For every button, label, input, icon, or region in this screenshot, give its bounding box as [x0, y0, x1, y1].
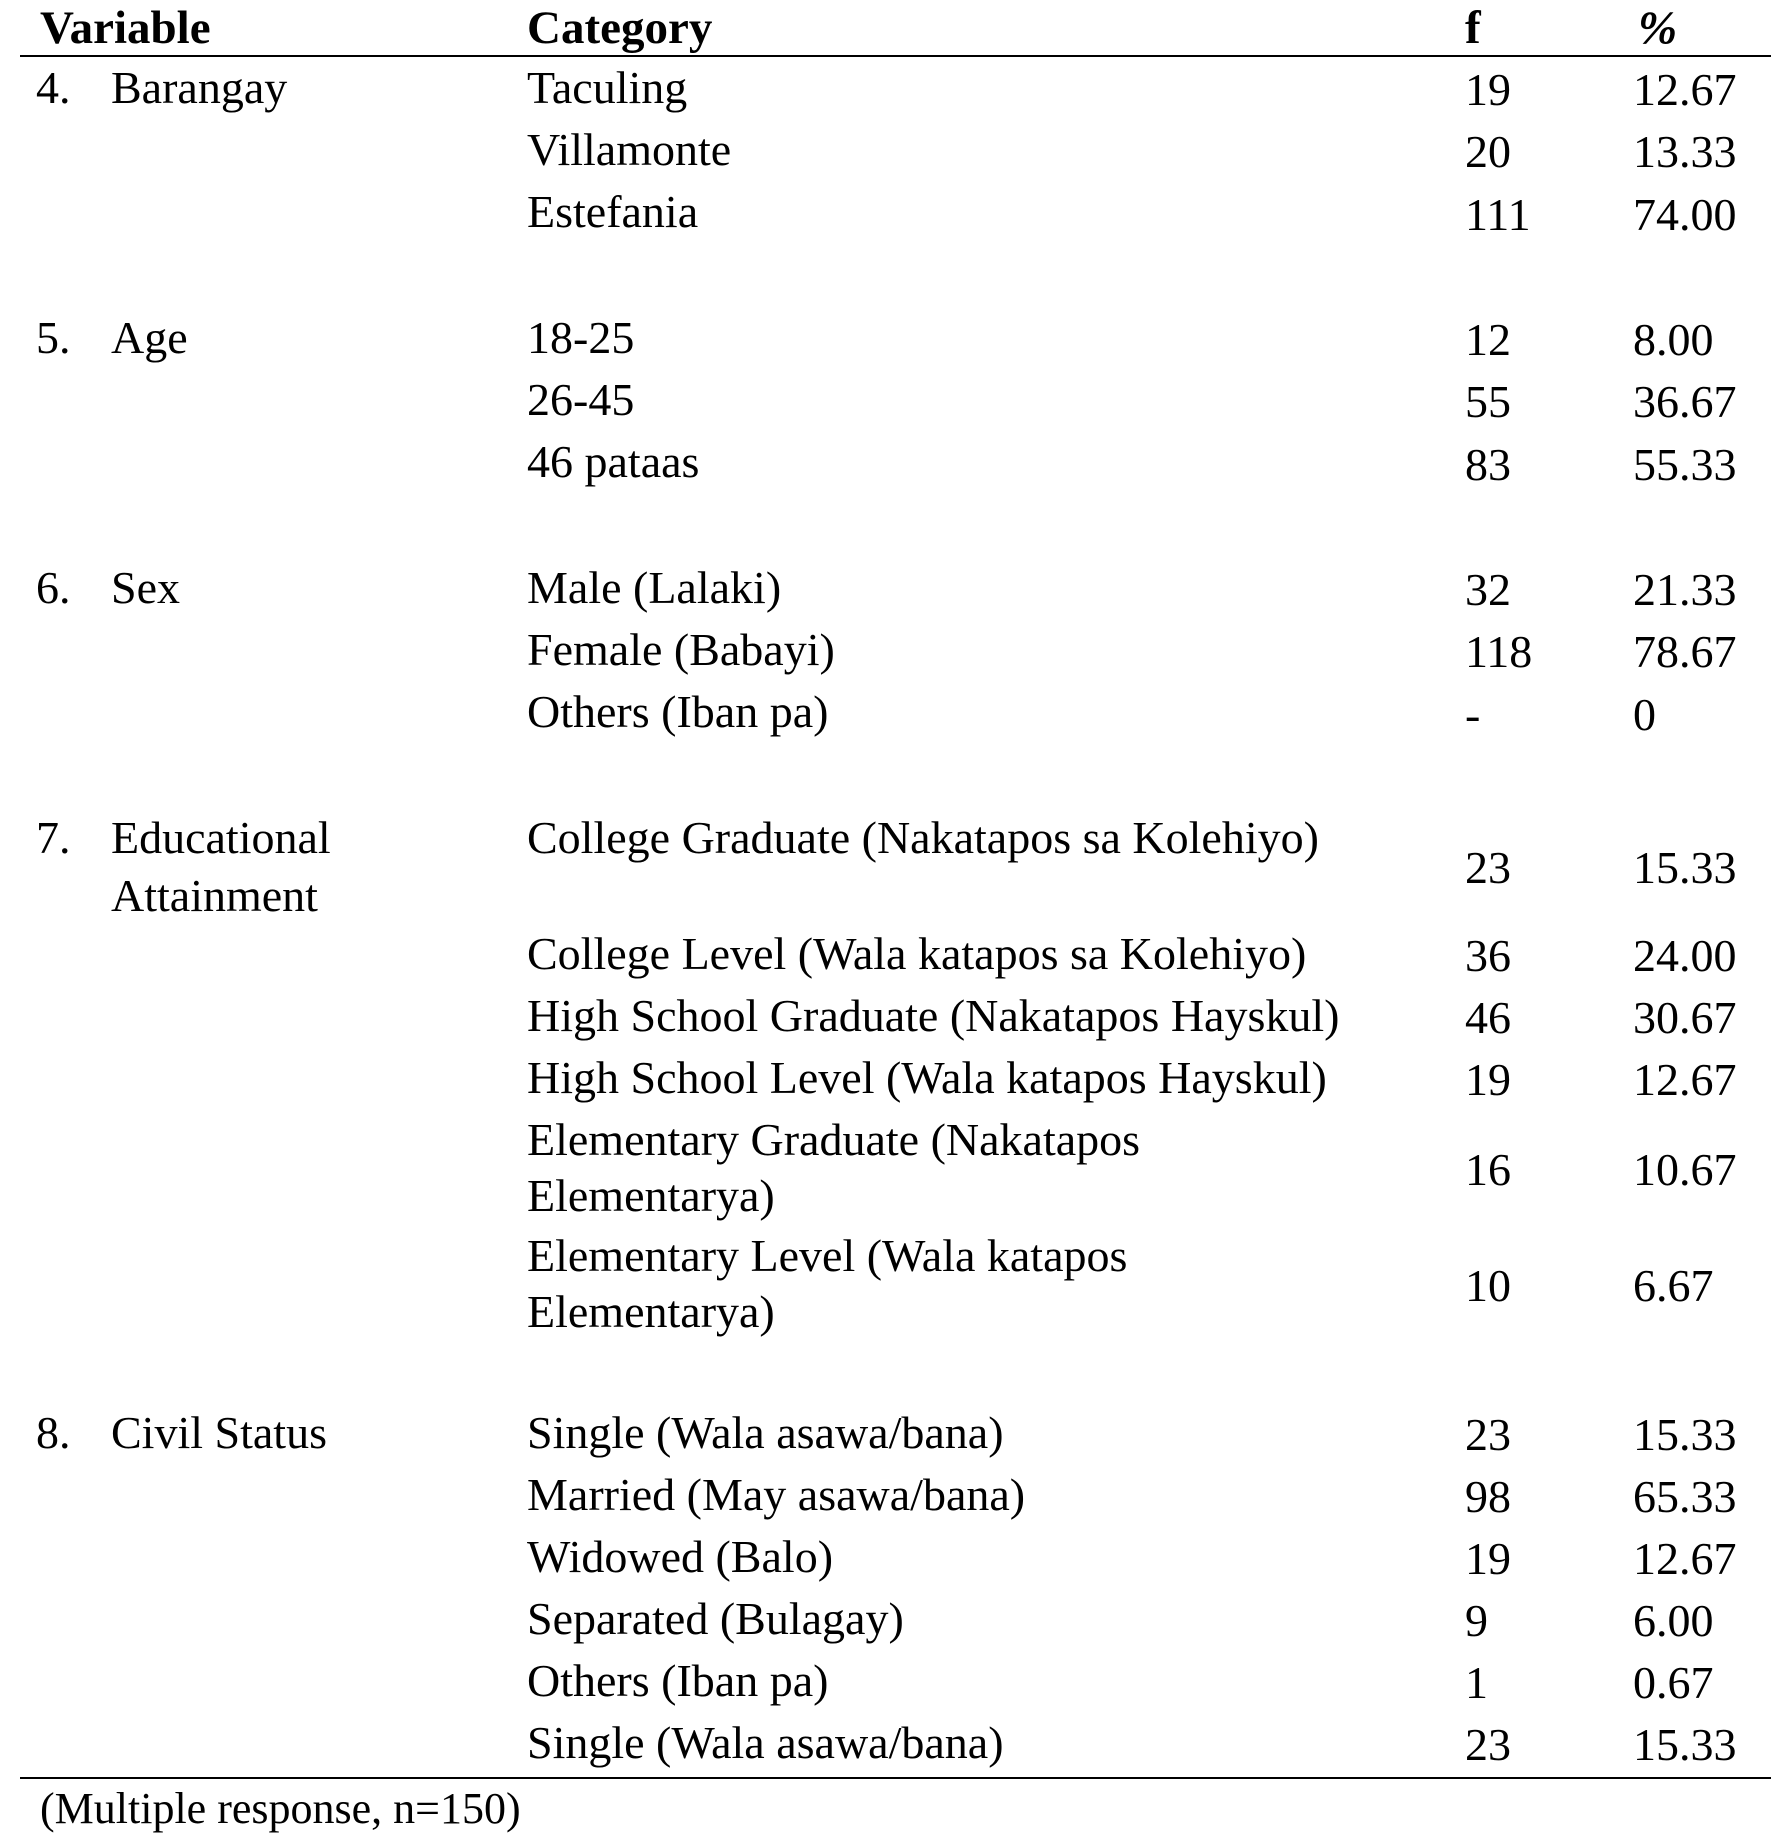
variable-label-line2: Attainment — [111, 870, 318, 921]
percent-cell: 78.67 — [1633, 626, 1737, 677]
percent-cell: 55.33 — [1633, 439, 1737, 490]
group-number: 5. — [36, 312, 71, 363]
category-cell: Others (Iban pa) — [527, 686, 829, 737]
category-cell: College Level (Wala katapos sa Kolehiyo) — [527, 928, 1307, 979]
category-cell: 46 pataas — [527, 436, 700, 487]
header-variable: Variable — [40, 2, 211, 54]
percent-cell: 15.33 — [1633, 1409, 1737, 1460]
category-cell-line2: Elementarya) — [527, 1170, 775, 1221]
frequency-cell: 46 — [1465, 992, 1511, 1043]
category-cell: 26-45 — [527, 374, 635, 425]
frequency-cell: - — [1465, 689, 1481, 740]
header-f: f — [1465, 2, 1481, 54]
frequency-cell: 118 — [1465, 626, 1533, 677]
category-cell: Female (Babayi) — [527, 624, 835, 675]
group-number: 7. — [36, 812, 71, 863]
percent-cell: 30.67 — [1633, 992, 1737, 1043]
frequency-cell: 55 — [1465, 376, 1511, 427]
variable-label: Barangay — [111, 62, 288, 113]
category-cell: 18-25 — [527, 312, 635, 363]
percent-cell: 13.33 — [1633, 126, 1737, 177]
category-cell: Others (Iban pa) — [527, 1655, 829, 1706]
percent-cell: 21.33 — [1633, 564, 1737, 615]
header-rule — [20, 55, 1771, 57]
frequency-cell: 19 — [1465, 64, 1511, 115]
percent-cell: 12.67 — [1633, 1533, 1737, 1584]
percent-cell: 24.00 — [1633, 930, 1737, 981]
variable-label: Age — [111, 312, 188, 363]
percent-cell: 0.67 — [1633, 1657, 1714, 1708]
percent-cell: 15.33 — [1633, 842, 1737, 893]
percent-cell: 65.33 — [1633, 1471, 1737, 1522]
frequency-cell: 16 — [1465, 1144, 1511, 1195]
group-number: 8. — [36, 1407, 71, 1458]
percent-cell: 12.67 — [1633, 1054, 1737, 1105]
frequency-cell: 23 — [1465, 842, 1511, 893]
percent-cell: 15.33 — [1633, 1719, 1737, 1770]
category-cell: Villamonte — [527, 124, 732, 175]
category-cell: Taculing — [527, 62, 688, 113]
percent-cell: 10.67 — [1633, 1144, 1737, 1195]
frequency-cell: 19 — [1465, 1533, 1511, 1584]
frequency-cell: 23 — [1465, 1719, 1511, 1770]
group-number: 6. — [36, 562, 71, 613]
category-cell-line2: Elementarya) — [527, 1286, 775, 1337]
percent-cell: 12.67 — [1633, 64, 1737, 115]
category-cell-line1: Elementary Graduate (Nakatapos — [527, 1114, 1141, 1165]
category-cell: College Graduate (Nakatapos sa Kolehiyo) — [527, 812, 1319, 863]
frequency-cell: 12 — [1465, 314, 1511, 365]
frequency-cell: 111 — [1465, 189, 1531, 240]
frequency-cell: 32 — [1465, 564, 1511, 615]
frequency-cell: 20 — [1465, 126, 1511, 177]
category-cell-line1: Elementary Level (Wala katapos — [527, 1230, 1128, 1281]
percent-cell: 0 — [1633, 689, 1656, 740]
category-cell: Single (Wala asawa/bana) — [527, 1717, 1004, 1768]
variable-label-line1: Educational — [111, 812, 331, 863]
group-number: 4. — [36, 62, 71, 113]
percent-cell: 74.00 — [1633, 189, 1737, 240]
variable-label: Civil Status — [111, 1407, 327, 1458]
variable-label: Sex — [111, 562, 180, 613]
category-cell: Single (Wala asawa/bana) — [527, 1407, 1004, 1458]
category-cell: High School Graduate (Nakatapos Hayskul) — [527, 990, 1340, 1041]
header-percent: % — [1638, 2, 1678, 54]
header-category: Category — [527, 2, 713, 54]
category-cell: Married (May asawa/bana) — [527, 1469, 1026, 1520]
category-cell: Estefania — [527, 186, 699, 237]
percent-cell: 6.67 — [1633, 1260, 1714, 1311]
frequency-cell: 19 — [1465, 1054, 1511, 1105]
frequency-cell: 98 — [1465, 1471, 1511, 1522]
category-cell: Separated (Bulagay) — [527, 1593, 904, 1644]
frequency-cell: 36 — [1465, 930, 1511, 981]
category-cell: Male (Lalaki) — [527, 562, 782, 613]
table-note: (Multiple response, n=150) — [40, 1784, 521, 1833]
percent-cell: 36.67 — [1633, 376, 1737, 427]
bottom-rule — [20, 1777, 1771, 1779]
category-cell: High School Level (Wala katapos Hayskul) — [527, 1052, 1327, 1103]
frequency-cell: 23 — [1465, 1409, 1511, 1460]
frequency-cell: 10 — [1465, 1260, 1511, 1311]
category-cell: Widowed (Balo) — [527, 1531, 834, 1582]
percent-cell: 6.00 — [1633, 1595, 1714, 1646]
percent-cell: 8.00 — [1633, 314, 1714, 365]
frequency-cell: 9 — [1465, 1595, 1488, 1646]
frequency-cell: 1 — [1465, 1657, 1488, 1708]
frequency-cell: 83 — [1465, 439, 1511, 490]
